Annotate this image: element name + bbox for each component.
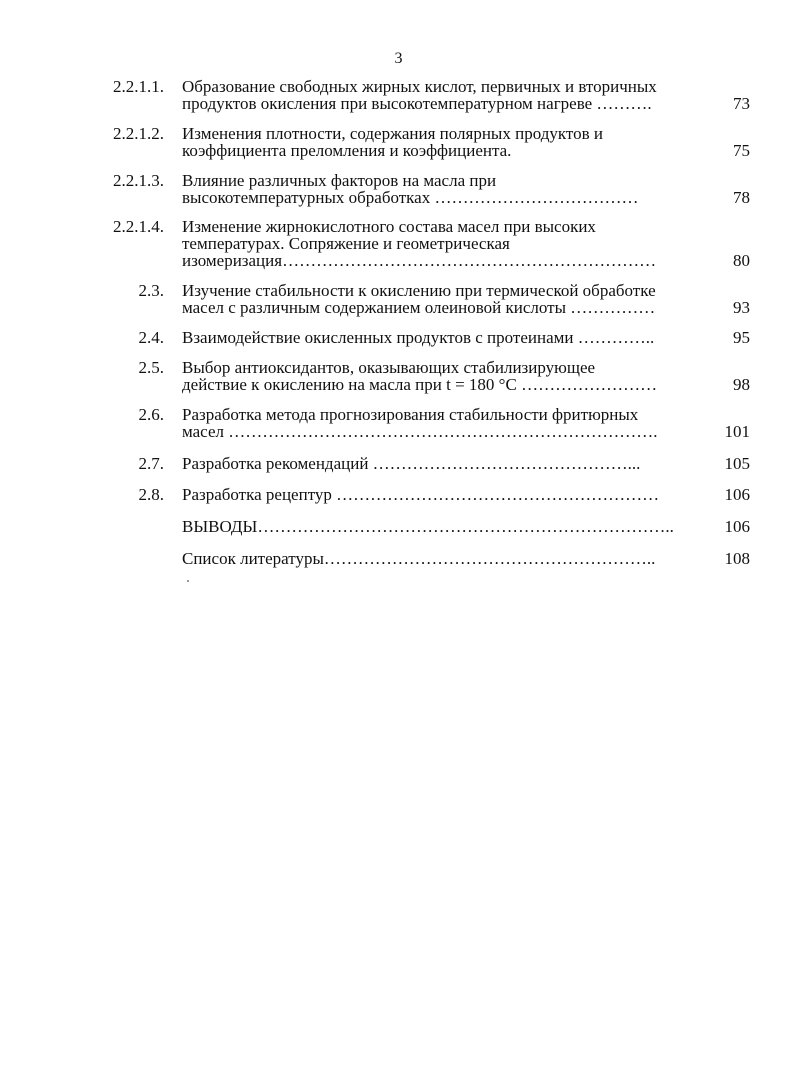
section-title: Изменение жирнокислотного состава масел при высоких температурах. Сопряжение и геометрическая изомеризация………………………………………………………… [182,217,657,270]
section-page: 75 [733,141,750,160]
section-page: 73 [733,94,750,113]
section-number: 2.7. [138,454,164,473]
section-page: 106 [724,517,750,536]
section-number: 2.2.1.1. [113,77,164,96]
section-number: 2.5. [138,358,164,377]
section-page: 106 [724,485,750,504]
section-number: 2.3. [138,281,164,300]
scan-speck [187,580,189,582]
section-number: 2.8. [138,485,164,504]
section-number: 2.2.1.2. [113,124,164,143]
section-title: Образование свободных жирных кислот, первичных и вторичных продуктов окисления при высокотемпературном нагреве ………. [182,77,657,113]
section-number: 2.2.1.4. [113,217,164,236]
section-title: ВЫВОДЫ……………………………………………………………….. [182,517,674,536]
section-title: Разработка метода прогнозирования стабильности фритюрных масел …………………………………………………………………. [182,405,658,441]
section-page: 80 [733,251,750,270]
section-title: Список литературы………………………………………………….. [182,549,656,568]
section-page: 93 [733,298,750,317]
section-number: 2.6. [138,405,164,424]
section-page: 95 [733,328,750,347]
section-title: Изучение стабильности к окислению при термической обработке масел с различным содержанием олеиновой кислоты …………… [182,281,656,317]
section-page: 105 [724,454,750,473]
section-title: Изменения плотности, содержания полярных продуктов и коэффициента преломления и коэффициента. [182,124,603,160]
section-page: 108 [724,549,750,568]
section-page: 78 [733,188,750,207]
section-title: Выбор антиоксидантов, оказывающих стабилизирующее действие к окислению на масла при t = 180 °С …………………… [182,358,658,394]
section-number: 2.2.1.3. [113,171,164,190]
section-number: 2.4. [138,328,164,347]
section-title: Разработка рецептур ………………………………………………… [182,485,660,504]
section-page: 98 [733,375,750,394]
section-title: Разработка рекомендаций ………………………………………... [182,454,641,473]
section-title: Влияние различных факторов на масла при высокотемпературных обработках ……………………………… [182,171,639,207]
page-number: 3 [394,50,403,67]
section-page: 101 [724,422,750,441]
section-title: Взаимодействие окисленных продуктов с протеинами ………….. [182,328,655,347]
